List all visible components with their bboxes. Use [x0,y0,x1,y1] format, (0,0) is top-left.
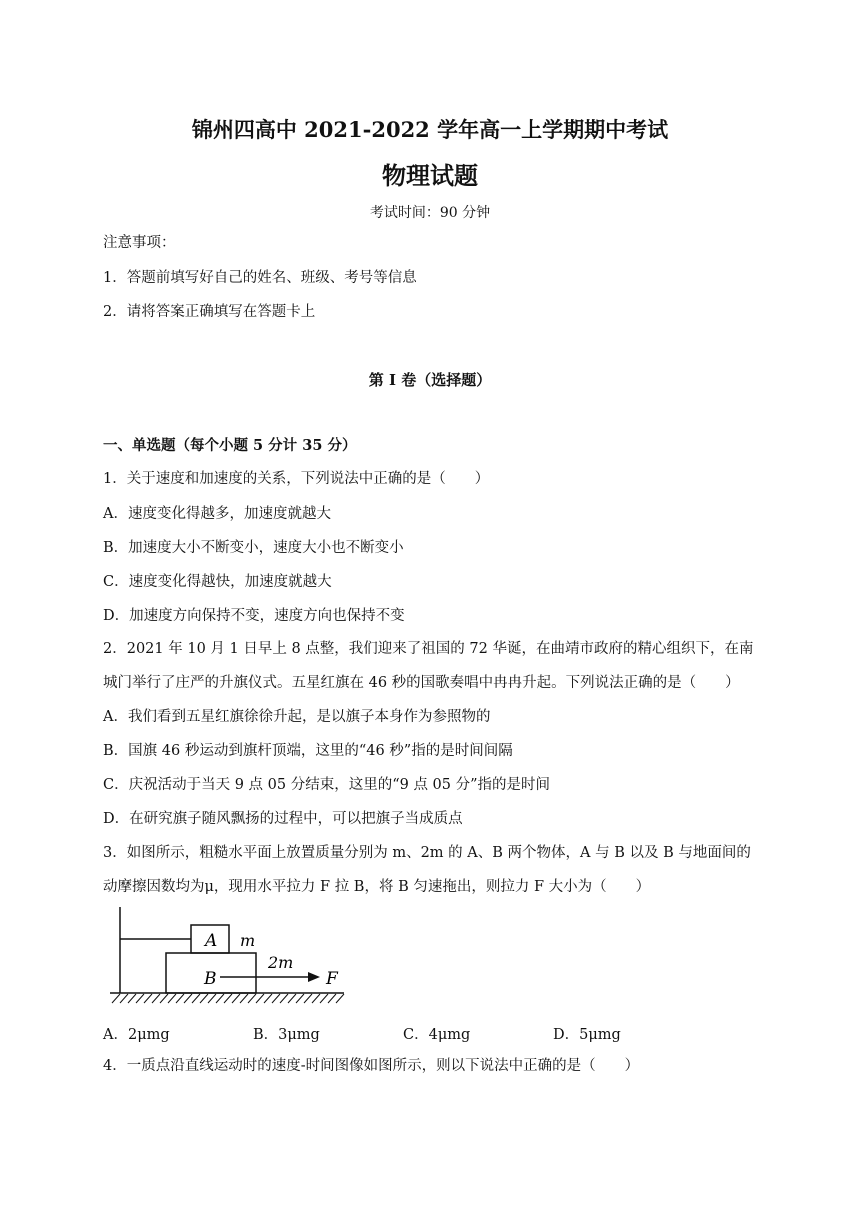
note-item: 2．请将答案正确填写在答题卡上 [103,304,316,320]
question-2-stem-line-2: 城门举行了庄严的升旗仪式。五星红旗在 46 秒的国歌奏唱中冉冉升起。下列说法正确的是（ ） [103,675,740,691]
block-b-label: B [204,969,217,989]
question-3-stem-line-2: 动摩擦因数均为μ，现用水平拉力 F 拉 B，将 B 匀速拖出，则拉力 F 大小为（ ） [103,879,651,895]
block-a-mass-label: m [240,931,256,950]
question-2-stem-line-1: 2．2021 年 10 月 1 日早上 8 点整，我们迎来了祖国的 72 华诞，在曲靖市政府的精心组织下，在南 [103,641,754,657]
question-1-option-a: A．速度变化得越多，加速度就越大 [103,506,331,522]
question-3-option-a: A．2μmg [103,1027,170,1043]
block-b-mass-label: 2m [268,953,294,972]
question-1-option-d: D．加速度方向保持不变，速度方向也保持不变 [103,608,405,624]
question-1-option-b: B．加速度大小不断变小，速度大小也不断变小 [103,540,404,556]
question-3-stem-line-1: 3．如图所示，粗糙水平面上放置质量分别为 m、2m 的 A、B 两个物体，A 与 B 以及 B 与地面间的 [103,845,751,861]
ground-hatching [112,994,344,1003]
block-a-label: A [205,931,218,951]
question-2-option-c: C．庆祝活动于当天 9 点 05 分结束，这里的“9 点 05 分”指的是时间 [103,777,551,793]
notes-heading: 注意事项： [103,235,176,251]
question-2-option-a: A．我们看到五星红旗徐徐升起，是以旗子本身作为参照物的 [103,709,491,725]
question-1-stem: 1．关于速度和加速度的关系，下列说法中正确的是（ ） [103,471,490,487]
section-title: 第 I 卷（选择题） [368,371,492,389]
question-2-option-b: B．国旗 46 秒运动到旗杆顶端，这里的“46 秒”指的是时间间隔 [103,743,513,759]
question-4-stem: 4．一质点沿直线运动时的速度-时间图像如图所示，则以下说法中正确的是（ ） [103,1058,640,1074]
question-3-option-b: B．3μmg [253,1027,320,1043]
exam-subject-title: 物理试题 [382,161,478,190]
exam-school-title: 锦州四高中 2021-2022 学年高一上学期期中考试 [191,117,669,142]
note-item: 1．答题前填写好自己的姓名、班级、考号等信息 [103,270,417,286]
question-3-option-c: C．4μmg [403,1027,471,1043]
question-3-option-d: D．5μmg [553,1027,621,1043]
exam-time: 考试时间：90 分钟 [369,205,491,221]
force-arrow-head [308,972,320,982]
question-2-option-d: D．在研究旗子随风飘扬的过程中，可以把旗子当成质点 [103,811,463,827]
part-heading: 一、单选题（每个小题 5 分计 35 分） [103,437,357,454]
force-label: F [326,969,338,989]
blocks-friction-diagram [108,905,348,1005]
question-1-option-c: C．速度变化得越快，加速度就越大 [103,574,332,590]
